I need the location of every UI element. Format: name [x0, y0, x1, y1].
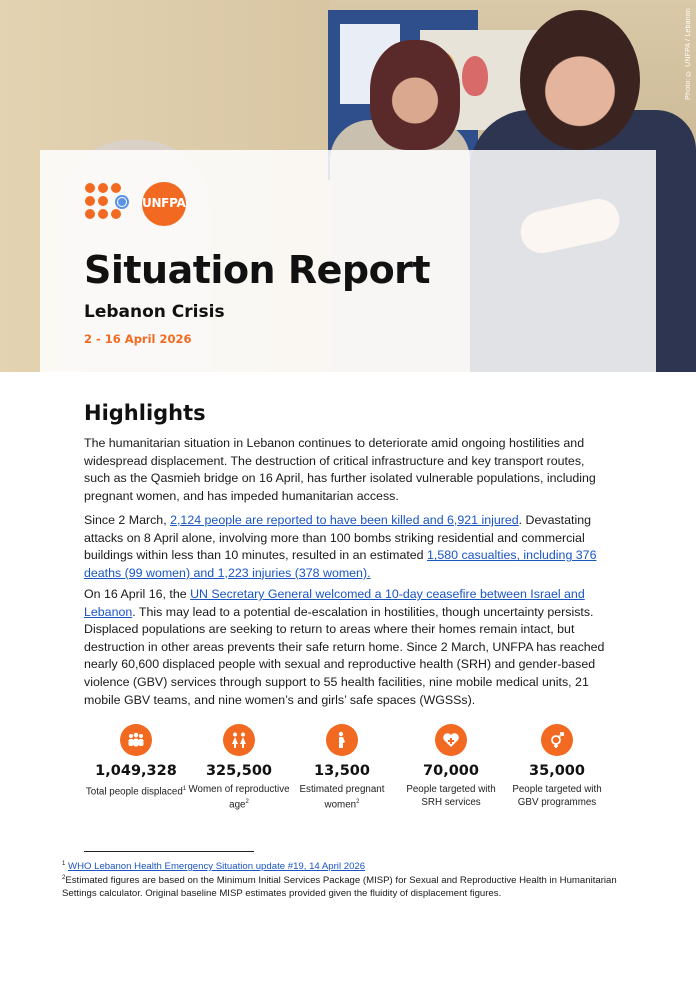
report-dates: 2 - 16 April 2026	[84, 332, 192, 346]
photo-balloon	[462, 56, 488, 96]
stat-label: People targeted with SRH services	[406, 784, 496, 808]
stat-label-text: Total people displaced	[85, 786, 183, 798]
stat-item	[286, 724, 398, 811]
page-title: Situation Report	[84, 248, 431, 292]
footnote-ref: 2	[356, 799, 360, 805]
footnote-1	[62, 858, 622, 873]
women-icon	[223, 724, 255, 756]
health-heart-icon	[435, 724, 467, 756]
april-8-casualties-link[interactable]: 1,580 casualties, including 376 deaths (99 women) and 1,223 injuries (378 women).	[84, 548, 597, 580]
photo-credit: Photo: © UNFPA / Lebanon	[685, 8, 692, 100]
paragraph-text: . This may lead to a potential de-escalation in hostilities, though uncertainty persists. Displaced populations are seeking to return to areas where their homes remain intact, but destruction in other areas prevents their safe return home. Since 2 March, UNFPA has reached nearly 60,600 displaced people with sexual and reproductive health (SRH) and gender-based violence (GBV) services through support to 55 health facilities, nine mobile medical units, 21 mobile GBV teams, and nine women’s and girls’ safe spaces (WGSSs).	[84, 604, 605, 707]
footnote-ref: 1	[182, 786, 187, 792]
ceasefire-link[interactable]: UN Secretary General welcomed a 10-day ceasefire between Israel and Lebanon	[84, 587, 585, 619]
stat-value: 13,500	[314, 763, 370, 779]
paragraph-text: On 16 April 16, the	[84, 587, 191, 601]
highlights-paragraph-2	[84, 512, 614, 582]
casualties-link[interactable]: 2,124 people are reported to have been killed and 6,921 injured	[170, 513, 519, 527]
paragraph-text: Since 2 March,	[84, 513, 171, 527]
photo-person-head	[520, 10, 640, 150]
footnote-ref: 2	[245, 799, 249, 805]
who-update-link[interactable]: WHO Lebanon Health Emergency Situation update #19, 14 April 2026	[68, 861, 366, 873]
photo-person-head	[370, 40, 460, 150]
stat-item	[501, 724, 613, 809]
people-group-icon	[120, 724, 152, 756]
gender-symbol-icon	[541, 724, 573, 756]
page-subtitle: Lebanon Crisis	[84, 302, 225, 322]
stat-item	[183, 724, 295, 811]
stat-label	[286, 783, 398, 811]
stat-value: 35,000	[529, 763, 585, 779]
highlights-heading: Highlights	[84, 401, 206, 425]
highlights-paragraph-1: The humanitarian situation in Lebanon continues to deteriorate amid ongoing hostilities and widespread displacement. The destruction of critical infrastructure and key transport routes, such as the Qasmieh bridge on 16 April, has further isolated vulnerable populations, including pregnant women, and has impeded humanitarian access.	[84, 436, 596, 503]
paragraph-text: . Devastating attacks on 8 April alone, involving more than 100 bombs striking residential and commercial buildings within less than 10 minutes, resulted in an estimated	[84, 513, 591, 563]
stat-label: People targeted with GBV programmes	[512, 784, 602, 808]
stat-value: 1,049,328	[95, 763, 177, 779]
stat-label-text: Estimated pregnant women	[299, 784, 385, 811]
stat-value: 70,000	[423, 763, 479, 779]
footnote-mark: 1	[62, 861, 66, 867]
logo-text: UNFPA	[142, 196, 186, 210]
stat-item	[395, 724, 507, 809]
highlights-paragraph-3	[84, 586, 614, 709]
stat-label-text: Women of reproductive age	[188, 784, 290, 811]
footnote-text: Estimated figures are based on the Minimum Initial Services Package (MISP) for Sexual and Reproductive Health in Humanitarian Settings calculator. Original baseline MISP estimates provided given the fluidity of displacement figures.	[62, 875, 617, 900]
stat-label	[80, 783, 192, 798]
footnote-2	[62, 872, 622, 900]
stat-value: 325,500	[205, 763, 273, 779]
footnote-divider	[84, 851, 254, 852]
footnote-mark: 2	[62, 875, 66, 881]
key-figures	[80, 724, 620, 814]
stat-label	[183, 783, 295, 811]
stat-item	[80, 724, 192, 798]
pregnant-woman-icon	[326, 724, 358, 756]
title-card	[40, 150, 656, 372]
